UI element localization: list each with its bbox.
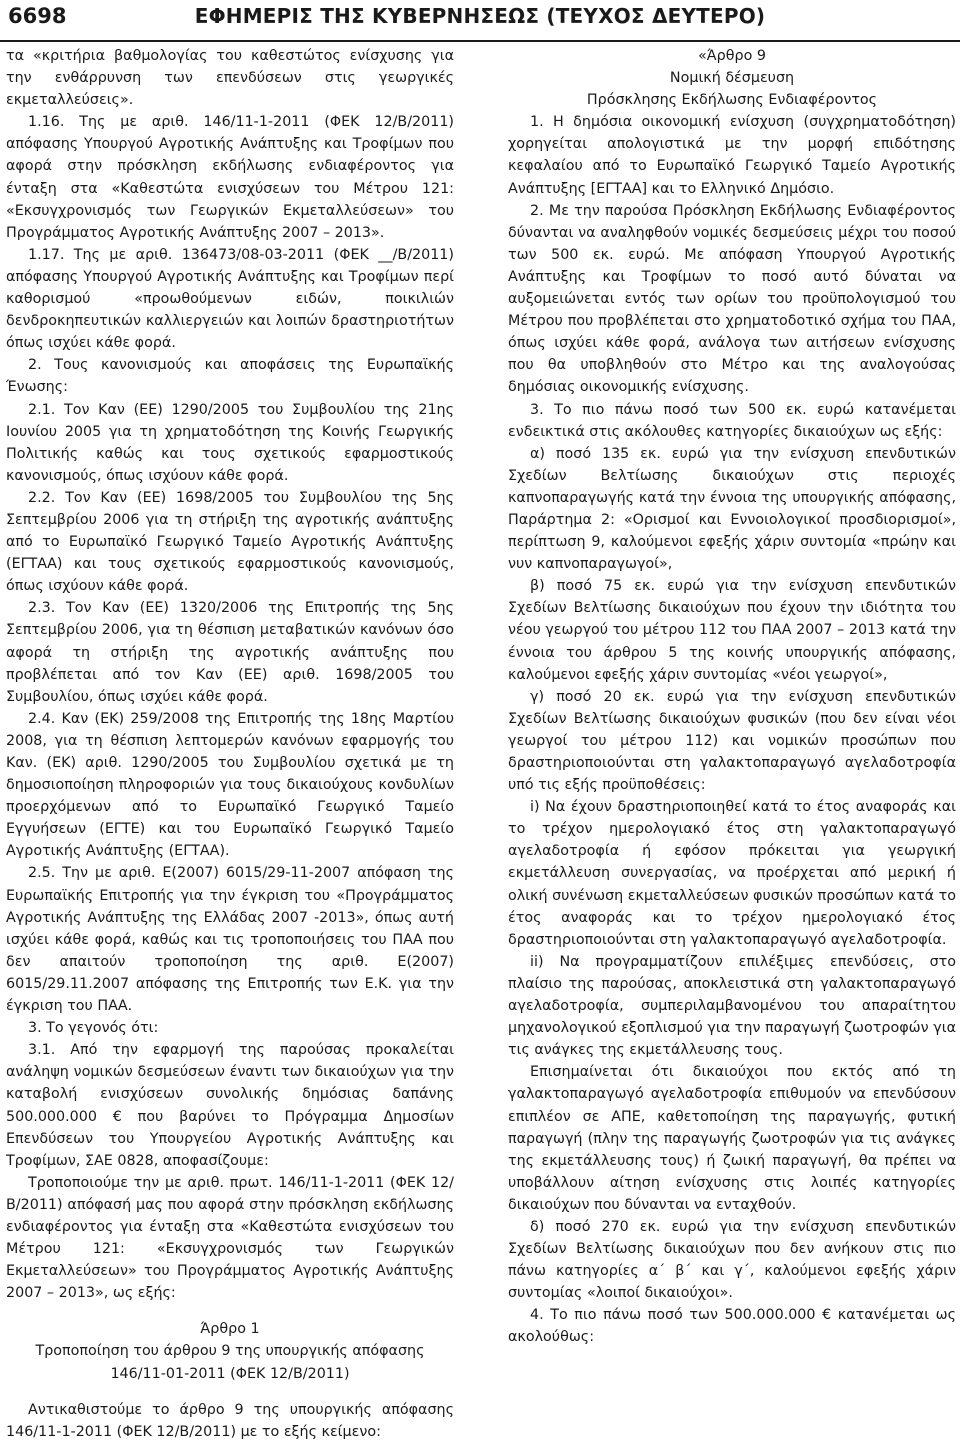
paragraph-9-3-a: α) ποσό 135 εκ. ευρώ για την ενίσχυση επενδυτικών Σχεδίων Βελτίωσης δικαιούχων στις περιοχές καπνοπαραγωγής κατά την έννοια της υπουργικής απόφασης, Παράρτημα 2: «Ορισμοί και Εννοιολογικοί προσδιορισμοί», περίπτωση 9, καλούμενοι εφεξής χάριν συντομία «πρώην και νυν καπνοπαραγωγοί», [508,445,956,573]
paragraph-2-5: 2.5. Την με αριθ. Ε(2007) 6015/29-11-2007 απόφαση της Ευρωπαϊκής Επιτροπής για την έγκριση του «Προγράμματος Αγροτικής Ανάπτυξης της Ελλάδας 2007 -2013», όπως αυτή ισχύει κάθε φορά, καθώς και τις τροποποιήσεις του ΠΑΑ που δεν απαιτούν τροποποίηση της αριθ. Ε(2007) 6015/29.11.2007 απόφασης της Επιτροπής των Ε.Κ. για την έγκριση του ΠΑΑ. [6,865,454,1015]
paragraph-1-17: 1.17. Της με αριθ. 136473/08-03-2011 (ΦΕΚ __/Β/2011) απόφασης Υπουργού Αγροτικής Ανάπτυξης και Τροφίμων περί καθορισμού «προωθούμενων ειδών, ποικιλιών δενδροκηπευτικών καλλιεργειών και λοιπών δραστηριοτήτων όπως ισχύει κάθε φορά. [6,246,454,352]
article-9-heading: «Άρθρο 9 [698,48,766,64]
paragraph-replacement: Αντικαθιστούμε το άρθρο 9 της υπουργικής απόφασης 146/11-1-2011 (ΦΕΚ 12/Β/2011) με το εξής κείμενο: [6,1401,454,1440]
paragraph-2-1: 2.1. Τον Καν (ΕΕ) 1290/2005 του Συμβουλίου της 21ης Ιουνίου 2005 για τη χρηματοδότηση της Κοινής Γεωργικής Πολιτικής καθώς και τους σχετικούς εφαρμοστικούς κανονισμούς, όπως ισχύουν κάθε φορά. [6,401,454,484]
paragraph-intro: τα «κριτήρια βαθμολογίας του καθεστώτος ενίσχυσης για την ενθάρρυνση των επενδύσεων στις γεωργικές εκμεταλλεύσεις». [6,48,454,109]
paragraph-3-1: 3.1. Από την εφαρμογή της παρούσας προκαλείται ανάληψη νομικών δεσμεύσεων έναντι των δικαιούχων για την καταβολή ενισχύσεων συνολικής δημόσιας δαπάνης 500.000.000 € που βαρύνει το Πρόγραμμα Δημοσίων Επενδύσεων του Υπουργείου Αγροτικής Ανάπτυξης και Τροφίμων, ΣΑΕ 0828, αποφασίζουμε: [6,1042,454,1169]
page-header [0,0,960,42]
paragraph-3: 3. Το γεγονός ότι: [28,1020,159,1037]
paragraph-9-1: 1. Η δημόσια οικονομική ενίσχυση (συγχρηματοδότηση) χορηγείται απολογιστικά με την μορφή επιδότησης κεφαλαίου από το Ευρωπαϊκό Γεωργικό Ταμείο Αγροτικής Ανάπτυξης [ΕΓΤΑΑ] και το Ελληνικό Δημόσιο. [508,114,956,197]
paragraph-9-2: 2. Με την παρούσα Πρόσκληση Εκδήλωσης Ενδιαφέροντος δύνανται να αναληφθούν νομικές δεσμεύσεις μέχρι του ποσού των 500 εκ. ευρώ. Με απόφαση Υπουργού Αγροτικής Ανάπτυξης και Τροφίμων το ποσό αυτό δύναται να αυξομειώνεται εντός των ορίων του προϋπολογισμού του Μέτρου που προβλέπεται στο χρηματοδοτικό σχήμα του ΠΑΑ, όπως ισχύει κάθε φορά, ανάλογα των αιτήσεων ενίσχυσης που θα υποβληθούν στο Μέτρο και της αναλογούσας δημόσιας οικονομικής ενίσχυσης. [508,202,956,396]
paragraph-9-3-c-i: i) Να έχουν δραστηριοποιηθεί κατά το έτος αναφοράς και το τρέχον ημερολογιακό έτος στη γαλακτοπαραγωγό αγελαδοτροφία ή εφόσον πρόκειται για γεωργική εκμετάλλευση συνεργασίας, να προέρχεται από μερική ή ολική συνένωση εκμεταλλεύσεων φυσικών προσώπων κατά το έτος αναφοράς και το τρέχον ημερολογιακό έτος δραστηριοποιούνται στη γαλακτοπαραγωγό αγελαδοτροφία. [508,799,956,948]
paragraph-9-3: 3. Το πιο πάνω ποσό των 500 εκ. ευρώ κατανέμεται ενδεικτικά στις ακόλουθες κατηγορίες δικαιούχων ως εξής: [508,401,956,440]
paragraph-amendment: Τροποποιούμε την με αριθ. πρωτ. 146/11-1-2011 (ΦΕΚ 12/Β/2011) απόφασή μας που αφορά στην πρόσκληση εκδήλωσης ενδιαφέροντος για ένταξη στα «Καθεστώτα ενισχύσεων του Μέτρου 121: «Εκσυγχρονισμός των Γεωργικών Εκμεταλλεύσεων» του Προγράμματος Αγροτικής Ανάπτυξης 2007 – 2013», ως εξής: [6,1174,454,1302]
paragraph-9-3-c: γ) ποσό 20 εκ. ευρώ για την ενίσχυση επενδυτικών Σχεδίων Βελτίωσης δικαιούχων φυσικών (που δεν είναι νέοι γεωργοί του μέτρου 112) και νομικών προσώπων που δραστηριοποιούνται στη γαλακτοπαραγωγό αγελαδοτροφία υπό τις εξής προϋποθέσεις: [508,688,956,794]
left-column [6,45,454,1443]
right-column [508,45,956,1349]
paragraph-9-3-c-ii: ii) Να προγραμματίζουν επιλέξιμες επενδύσεις, στο πλαίσιο της παρούσας, αποκλειστικά στη γαλακτοπαραγωγό αγελαδοτροφία, συμπεριλαμβανομένου του απαραίτητου μηχανολογικού εξοπλισμού για την παραγωγή ζωοτροφών για τις ανάγκες της εκμετάλλευσης τους. [508,953,956,1059]
paragraph-2-4: 2.4. Καν (ΕΚ) 259/2008 της Επιτροπής της 18ης Μαρτίου 2008, για τη θέσπιση λεπτομερών κανόνων εφαρμογής του Καν. (ΕΚ) αριθ. 1290/2005 του Συμβουλίου σχετικά με τη δημοσιοποίηση πληροφοριών για τους δικαιούχους κονδυλίων προερχόμενων από το Ευρωπαϊκό Γεωργικό Ταμείο Εγγυήσεων (ΕΓΤΕ) και του Ευρωπαϊκό Γεωργικό Ταμείο Αγροτικής Ανάπτυξης (ΕΓΤΑΑ). [6,710,454,860]
article-9-subtitle-1: Νομική δέσμευση [669,70,795,87]
article-1-subtitle: Τροποποίηση του άρθρου 9 της υπουργικής απόφασης 146/11-01-2011 (ΦΕΚ 12/Β/2011) [35,1343,425,1382]
paragraph-9-4: 4. Το πιο πάνω ποσό των 500.000.000 € κατανέμεται ως ακολούθως: [508,1307,956,1346]
article-1-heading: Άρθρο 1 [200,1321,260,1338]
paragraph-1-16: 1.16. Της με αριθ. 146/11-1-2011 (ΦΕΚ 12/Β/2011) απόφασης Υπουργού Αγροτικής Ανάπτυξης και Τροφίμων που αφορά στην πρόσκληση εκδήλωσης ενδιαφέροντος για ένταξη στα «Καθεστώτα ενισχύσεων του Μέτρου 121: «Εκσυγχρονισμός των Γεωργικών Εκμεταλλεύσεων» του Προγράμματος Αγροτικής Ανάπτυξης 2007 – 2013». [6,114,454,241]
gazette-title: ΕΦΗΜΕΡΙΣ ΤΗΣ ΚΥΒΕΡΝΗΣΕΩΣ (ΤΕΥΧΟΣ ΔΕΥΤΕΡΟ) [194,4,766,28]
article-9-subtitle-2: Πρόσκλησης Εκδήλωσης Ενδιαφέροντος [586,92,878,109]
paragraph-9-3-b: β) ποσό 75 εκ. ευρώ για την ενίσχυση επενδυτικών Σχεδίων Βελτίωσης δικαιούχων που έχουν την ιδιότητα του νέου γεωργού του μέτρου 112 του ΠΑΑ 2007 – 2013 κατά την έννοια του άρθρου 5 της κοινής υπουργικής απόφασης, καλούμενοι εφεξής χάριν συντομίας «νέοι γεωργοί», [508,578,956,683]
paragraph-2-2: 2.2. Τον Καν (ΕΕ) 1698/2005 του Συμβουλίου της 5ης Σεπτεμβρίου 2006 για τη στήριξη της αγροτικής ανάπτυξης από το Ευρωπαϊκό Γεωργικό Ταμείο Αγροτικής Ανάπτυξης (ΕΓΤΑΑ) και τους σχετικούς εφαρμοστικούς κανονισμούς, όπως ισχύουν κάθε φορά. [6,489,454,595]
paragraph-9-3-d: δ) ποσό 270 εκ. ευρώ για την ενίσχυση επενδυτικών Σχεδίων Βελτίωσης δικαιούχων που δεν ανήκουν στις πιο πάνω κατηγορίες α΄ β΄ και γ΄, καλούμενοι εφεξής χάριν συντομίας «λοιποί δικαιούχοι». [508,1218,956,1302]
paragraph-2: 2. Τους κανονισμούς και αποφάσεις της Ευρωπαϊκής Ένωσης: [6,357,454,396]
paragraph-note: Επισημαίνεται ότι δικαιούχοι που εκτός από τη γαλακτοπαραγωγό αγελαδοτροφία επιθυμούν να επενδύσουν επιπλέον σε ΑΠΕ, καθετοποίηση της παραγωγής, φυτική παραγωγή (πλην της παραγωγής ζωοτροφών για τις ανάγκες της εκμετάλλευσης τους) ή ζωική παραγωγή, θα πρέπει να υποβάλλουν αίτηση ενίσχυσης στις λοιπές κατηγορίες δικαιούχων που δύνανται να ενταχθούν. [508,1064,956,1213]
paragraph-2-3: 2.3. Τον Καν (ΕΕ) 1320/2006 της Επιτροπής της 5ης Σεπτεμβρίου 2006, για τη θέσπιση μεταβατικών κανόνων όσο αφορά τη στήριξη της αγροτικής ανάπτυξης που προβλέπεται από τον Καν (ΕΕ) αριθ. 1698/2005 του Συμβουλίου, όπως ισχύει κάθε φορά. [6,600,454,705]
page-number: 6698 [8,4,67,28]
